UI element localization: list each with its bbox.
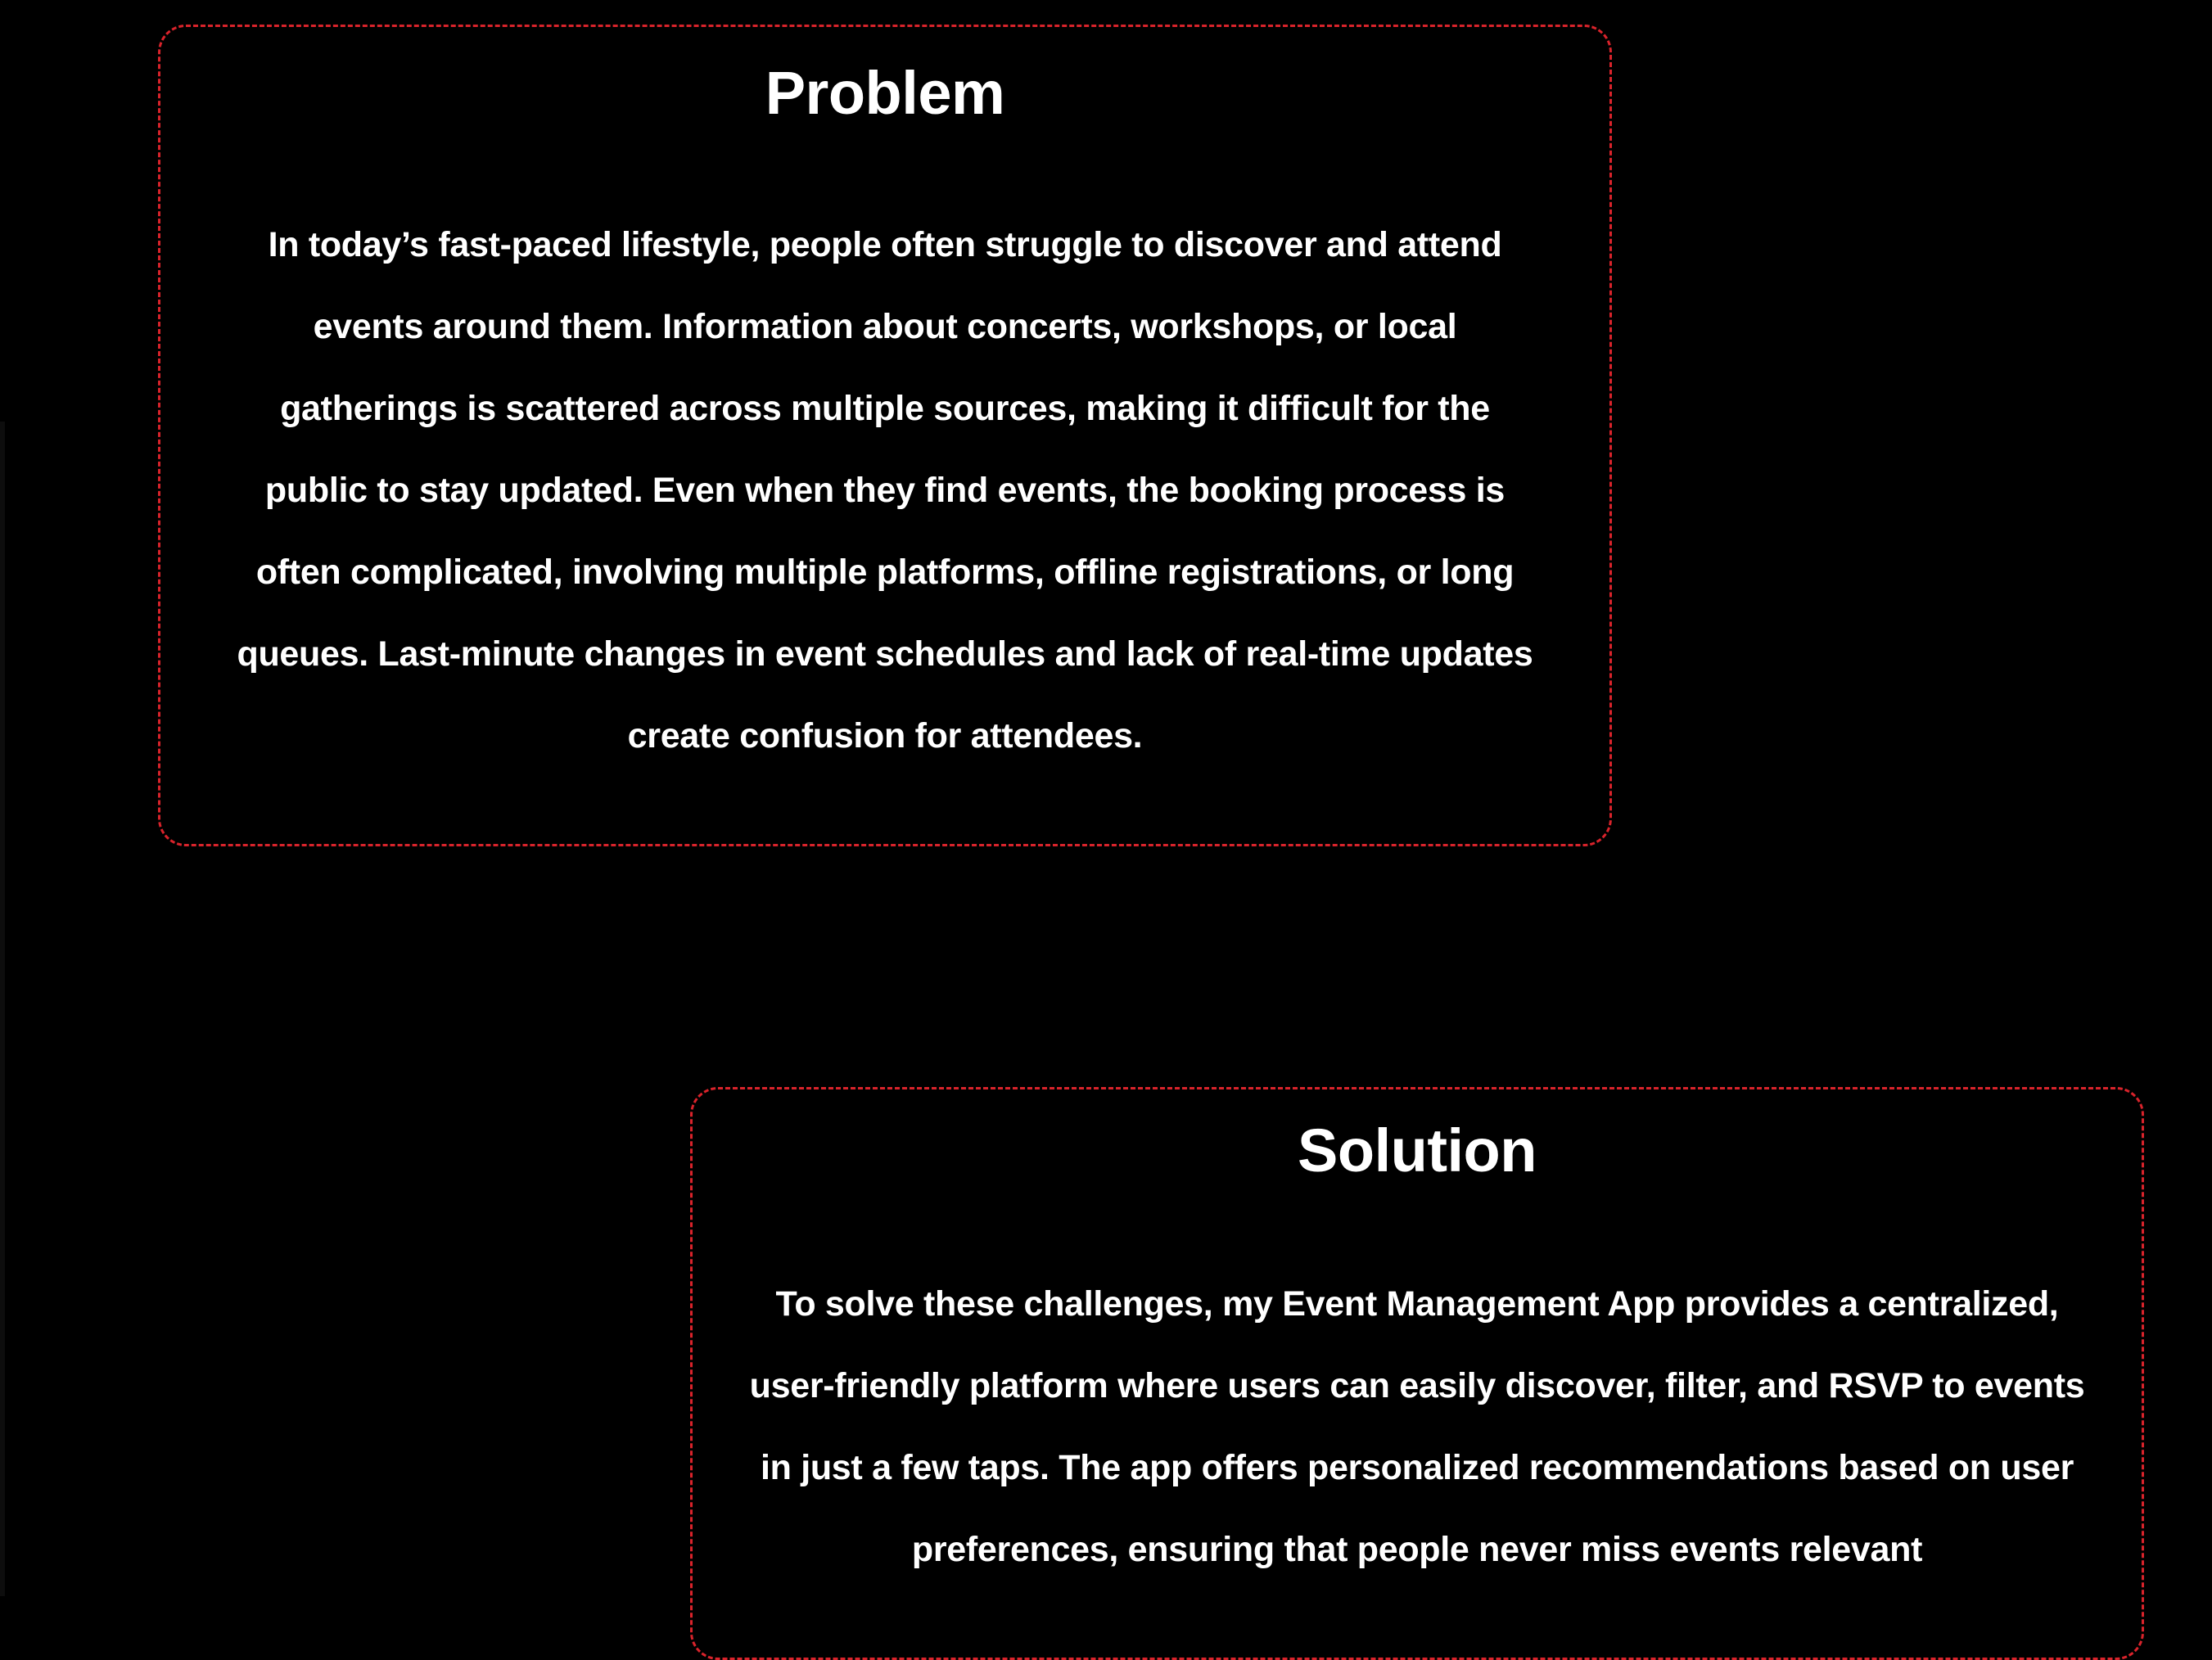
problem-body: In today’s fast-paced lifestyle, people often struggle to discover and attend events around them. Information about concerts, workshops, or local gatherings is scattered across multiple sources, making it difficult for the public to stay updated. Even when they find events, the booking process is often complicated, involving multiple platforms, offline registrations, or long queues. Last-minute changes in event schedules and lack of real-time updates create confusion for attendees. (237, 225, 1533, 756)
left-edge-strip (0, 422, 5, 1596)
solution-card (690, 1087, 2144, 1660)
problem-card (158, 25, 1612, 846)
solution-title: Solution (1298, 1116, 1537, 1184)
solution-body: To solve these challenges, my Event Management App provides a centralized, user-friendly platform where users can easily discover, filter, and RSVP to events in just a few taps. The app offers personalized recommendations based on user preferences, ensuring that people never miss events relevant (749, 1284, 2085, 1569)
problem-title: Problem (765, 59, 1005, 127)
